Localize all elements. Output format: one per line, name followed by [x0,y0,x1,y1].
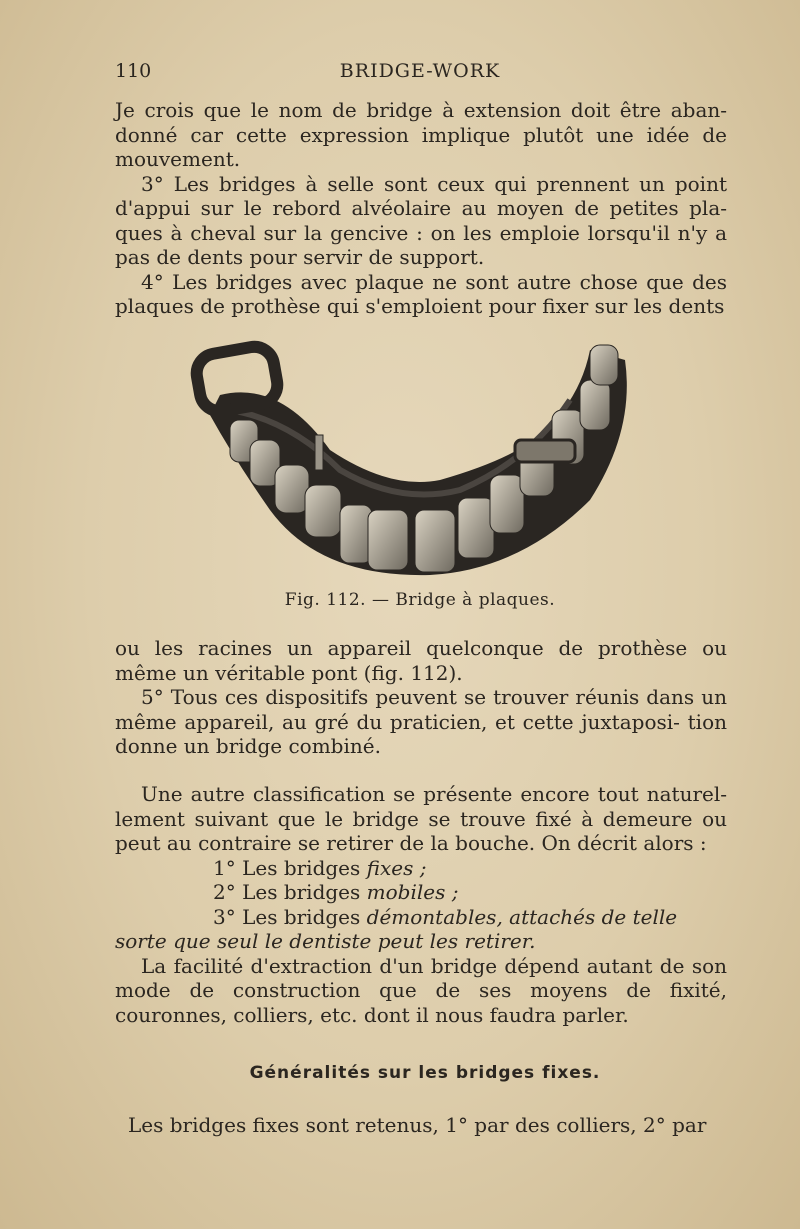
text-line: un même appareil, au gré du praticien, et cette juxtaposi- [115,685,728,734]
list-item-removable [115,905,727,930]
text-line: Je crois que le nom de bridge à extension doit être aban- [115,98,727,122]
text-line: 3° Les bridges à selle sont ceux qui prennent un point [141,171,727,196]
text-line: son mode de construction que de ses moyens de fixité, [115,953,727,1002]
text-line: 5° Tous ces dispositifs peuvent se trouver réunis dans [141,685,695,709]
list-item-text: 1° Les bridges [213,855,367,880]
text-line: a pas de dents pour servir de support. [115,220,728,269]
bridge-figure-illustration [190,340,635,580]
list-item-italic: fixes ; [366,855,427,880]
text-line: 4° Les bridges avec plaque ne sont autre chose que des [141,269,727,294]
list-item-continuation: sorte que seul le dentiste peut les retirer. [115,929,536,953]
paragraph-saddle-bridges [115,172,727,270]
text-line: mouvement. [115,147,241,171]
text-line: d'appui sur le rebord alvéolaire au moyen de petites pla- [115,196,727,220]
closing-text-line: Les bridges fixes sont retenus, 1° par des colliers, 2° par [128,1113,707,1137]
text-line: Une autre classification se présente encore tout naturel- [141,782,727,806]
paragraph-plate-bridges [115,270,727,319]
text-line: ques à cheval sur la gencive : on les emploie lorsqu'il n'y [115,220,708,245]
text-line: La facilité d'extraction d'un bridge dépend autant de [141,953,685,978]
paragraph-extension-bridge [115,98,727,319]
text-line: couronnes, colliers, etc. dont il nous faudra parler. [115,1002,629,1027]
running-title: BRIDGE-WORK [339,60,501,82]
text-line: lement suivant que le bridge se trouve fixé à demeure ou [115,806,727,831]
paragraph-extraction [115,954,727,1028]
text-line: ou les racines un appareil quelconque de prothèse ou même [115,636,727,685]
figure-caption: Fig. 112. — Bridge à plaques. [284,590,556,610]
text-line: donné car cette expression implique plutôt une idée de [115,122,727,147]
paragraph-combined-bridge [115,685,727,759]
list-item-text: 3° Les bridges [213,904,367,929]
section-heading: Généralités sur les bridges fixes. [249,1063,601,1083]
text-line: tion donne un bridge combiné. [115,709,727,758]
list-item-italic: démontables, attachés de telle [366,904,678,929]
list-item-mobile [115,880,727,905]
list-item-italic: mobiles ; [366,880,459,904]
text-line: plaques de prothèse qui s'emploient pour fixer sur les dents [115,294,725,318]
page-header [115,60,725,90]
list-item-fixed [115,856,727,881]
list-item-text: 2° Les bridges [213,880,367,904]
paragraph-classification [115,782,727,1027]
paragraph-prosthesis [115,636,727,759]
page-number: 110 [115,60,152,82]
text-line: un véritable pont (fig. 112). [182,660,463,685]
text-line: peut au contraire se retirer de la bouche. On décrit alors : [115,831,707,855]
